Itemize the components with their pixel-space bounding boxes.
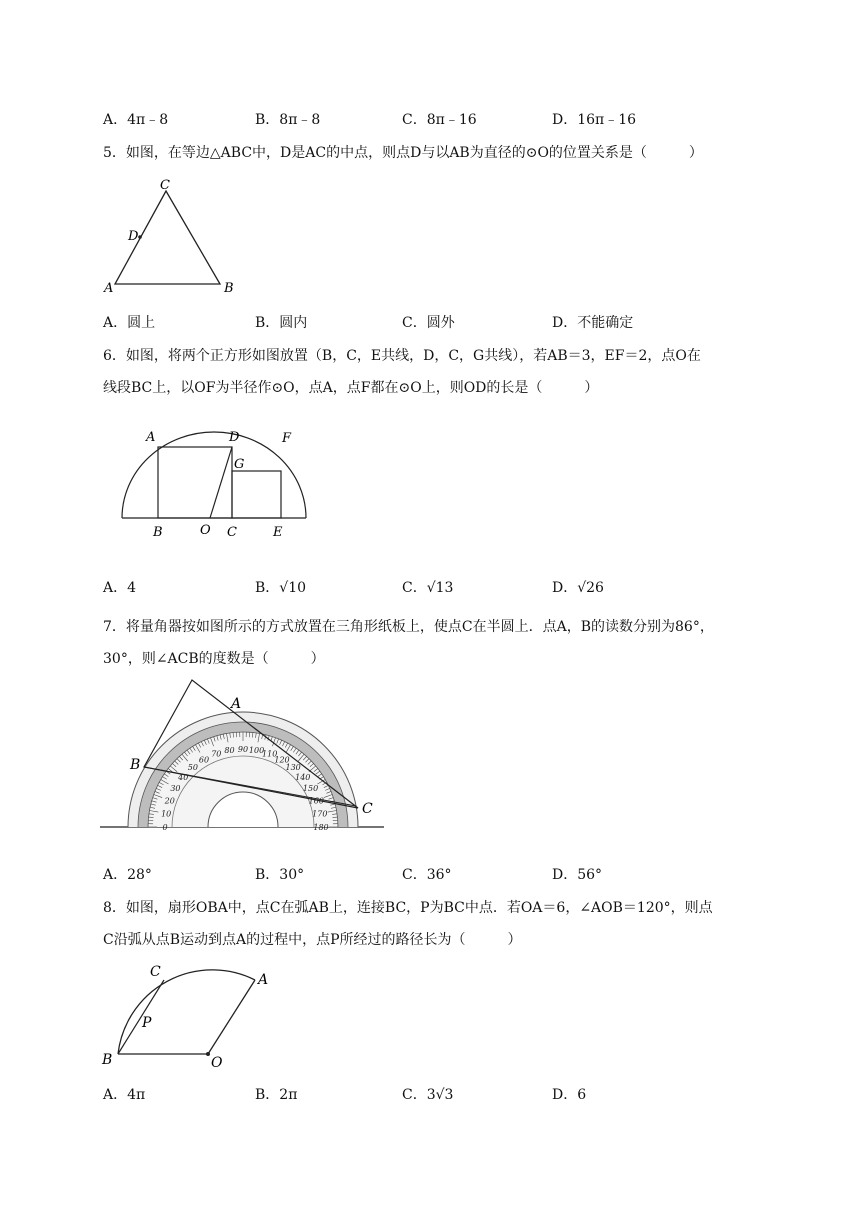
q8-options: [103, 1085, 803, 1105]
q5-triangle-figure: [100, 176, 250, 296]
label-c: C: [150, 964, 161, 980]
q7-option-a[interactable]: A．28°: [103, 867, 152, 883]
q6-stem-line1: 6．如图，将两个正方形如图放置（B，C，E共线，D，C，G共线），若AB＝3，EF＝2，点O在: [103, 348, 701, 364]
q8-stem-line2: C沿弧从点B运动到点A的过程中，点P所经过的路径长为（ ）: [103, 932, 522, 948]
protractor-number: 60: [198, 755, 210, 765]
label-d: D: [128, 229, 139, 244]
protractor-number: 170: [312, 809, 328, 819]
protractor-number: 50: [187, 763, 198, 773]
q7-stem-line1: 7．将量角器按如图所示的方式放置在三角形纸板上，使点C在半圆上．点A，B的读数分别为86°，: [103, 619, 714, 635]
protractor-number: 20: [164, 796, 175, 806]
q5-option-d[interactable]: D．不能确定: [552, 315, 634, 331]
label-c: C: [160, 178, 170, 193]
label-a: A: [104, 281, 114, 296]
q6-option-c[interactable]: C．√13: [402, 580, 454, 596]
label-a: A: [146, 430, 156, 445]
label-a: A: [231, 696, 242, 712]
q4-option-d[interactable]: D．16π﹣16: [552, 112, 637, 128]
q4-option-a[interactable]: A．4π﹣8: [103, 112, 169, 128]
protractor-number: 40: [178, 772, 189, 782]
label-b: B: [153, 525, 163, 540]
q5-option-b[interactable]: B．圆内: [255, 315, 308, 331]
q8-sector-figure: [100, 960, 280, 1070]
q5-options: [103, 313, 803, 333]
protractor-number: 90: [237, 745, 249, 754]
label-o: O: [211, 1055, 223, 1071]
protractor-number: 110: [262, 749, 278, 759]
protractor-number: 30: [170, 784, 181, 793]
q7-option-b[interactable]: B．30°: [255, 867, 305, 883]
protractor-number: 70: [211, 749, 222, 759]
q7-stem-line2: 30°，则∠ACB的度数是（ ）: [103, 651, 325, 667]
label-p: P: [142, 1015, 152, 1031]
protractor-number: 120: [274, 755, 290, 765]
q6-stem-line2: 线段BC上，以OF为半径作⊙O，点A，点F都在⊙O上，则OD的长是（ ）: [103, 380, 599, 396]
protractor-number: 160: [308, 796, 324, 806]
radius-oa: [208, 980, 255, 1054]
q8-option-b[interactable]: B．2π: [255, 1087, 298, 1103]
protractor-number: 130: [285, 763, 301, 773]
q4-options: [103, 110, 803, 130]
q6-option-b[interactable]: B．√10: [255, 580, 307, 596]
q4-option-b[interactable]: B．8π﹣8: [255, 112, 321, 128]
label-c: C: [362, 801, 373, 817]
label-c: C: [227, 525, 237, 540]
q5-option-a[interactable]: A．圆上: [103, 315, 156, 331]
label-f: F: [282, 431, 292, 446]
protractor-number: 150: [302, 784, 319, 793]
q8-option-a[interactable]: A．4π: [103, 1087, 146, 1103]
label-o: O: [200, 523, 211, 538]
q8-option-c[interactable]: C．3√3: [402, 1087, 454, 1103]
label-d: D: [229, 430, 240, 445]
q6-option-d[interactable]: D．√26: [552, 580, 604, 596]
protractor-number: 0: [162, 823, 168, 832]
point-o: [206, 1052, 210, 1056]
label-b: B: [130, 757, 141, 773]
q6-options: [103, 578, 803, 598]
q6-squares-figure: [110, 420, 320, 545]
q8-stem-line1: 8．如图，扇形OBA中，点C在弧AB上，连接BC，P为BC中点．若OA＝6，∠AOB＝120°，则点: [103, 900, 713, 916]
label-b: B: [224, 281, 234, 296]
q7-options: [103, 865, 803, 885]
label-e: E: [273, 525, 283, 540]
label-a: A: [258, 972, 269, 988]
protractor-number: 140: [295, 772, 311, 782]
q4-option-c[interactable]: C．8π﹣16: [402, 112, 477, 128]
segment-bc: [118, 980, 164, 1054]
protractor-number: 180: [313, 823, 329, 832]
q7-option-d[interactable]: D．56°: [552, 867, 603, 883]
point-d: [138, 235, 142, 239]
q5-option-c[interactable]: C．圆外: [402, 315, 455, 331]
q5-stem: 5．如图，在等边△ABC中，D是AC的中点，则点D与以AB为直径的⊙O的位置关系是（ ）: [103, 145, 703, 161]
q8-option-d[interactable]: D．6: [552, 1087, 587, 1103]
protractor-number: 100: [248, 746, 265, 756]
protractor-number: 80: [224, 746, 235, 756]
q7-protractor-figure: [100, 676, 390, 836]
label-b: B: [102, 1052, 113, 1068]
q7-option-c[interactable]: C．36°: [402, 867, 452, 883]
square-cefg: [232, 471, 281, 518]
q6-option-a[interactable]: A．4: [103, 580, 137, 596]
segment-od: [210, 447, 232, 518]
protractor-number: 10: [161, 809, 172, 819]
label-g: G: [234, 457, 245, 472]
